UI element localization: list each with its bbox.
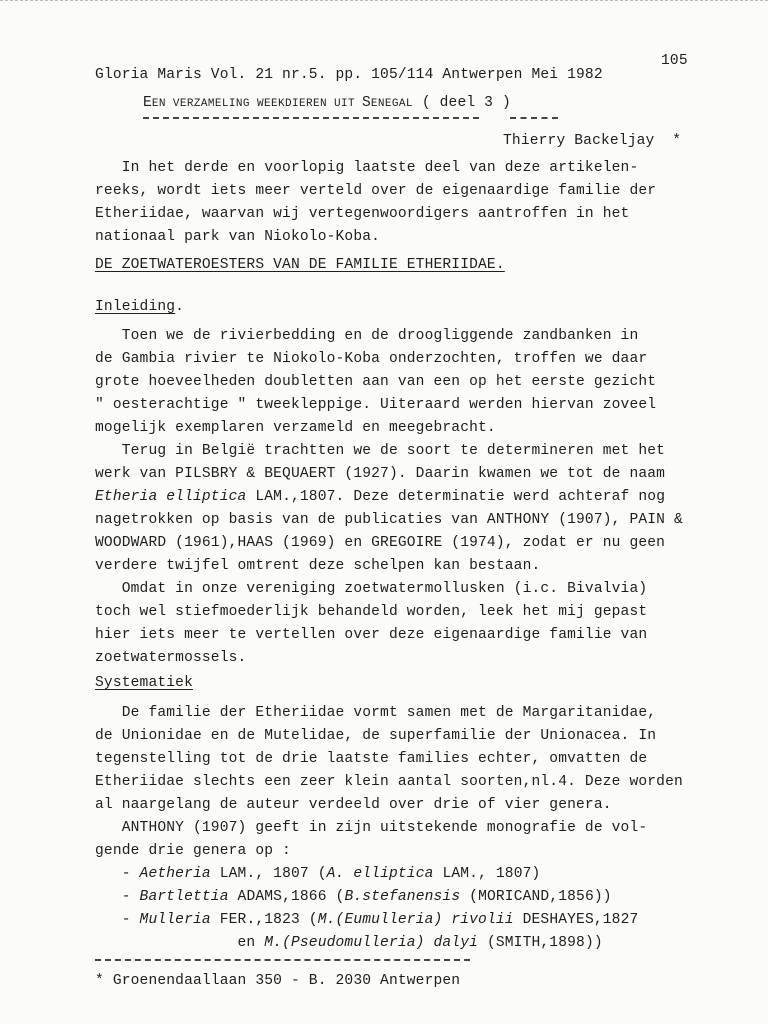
body-line-rest: LAM.,1807. Deze determinatie werd achteraf nog bbox=[246, 489, 666, 505]
systematiek-heading: Systematiek bbox=[95, 675, 193, 691]
title-underline-2 bbox=[510, 117, 558, 119]
species-author: (SMITH,1898)) bbox=[478, 935, 603, 951]
body-line: De familie der Etheriidae vormt samen met de Margaritanidae, bbox=[95, 705, 657, 721]
body-line: tegenstelling tot de drie laatste families echter, omvatten de bbox=[95, 751, 648, 767]
body-line: WOODWARD (1961),HAAS (1969) en GREGOIRE (1974), zodat er nu geen bbox=[95, 535, 666, 551]
genus-author: ADAMS,1866 ( bbox=[228, 889, 345, 905]
intro-line: In het derde en voorlopig laatste deel van deze artikelen- bbox=[95, 160, 639, 176]
title-cap-1: E bbox=[143, 95, 152, 111]
body-line: verdere twijfel omtrent deze schelpen kan bestaan. bbox=[95, 558, 541, 574]
species-name: B.stefanensis bbox=[344, 889, 461, 905]
body-line: nagetrokken op basis van de publicaties van ANTHONY (1907), PAIN & bbox=[95, 512, 683, 528]
genus-list-item bbox=[95, 888, 612, 906]
article-title bbox=[143, 94, 511, 113]
author-name: Thierry Backeljay * bbox=[503, 133, 682, 149]
species-author: (MORICAND,1856)) bbox=[460, 889, 612, 905]
title-cap-2: S bbox=[361, 95, 371, 111]
title-smallcaps-2: ENEGAL bbox=[370, 98, 413, 110]
genus-author: LAM., 1807 ( bbox=[210, 866, 327, 882]
species-author: DESHAYES,1827 bbox=[513, 912, 639, 928]
body-line: Toen we de rivierbedding en de droogliggende zandbanken in bbox=[95, 328, 639, 344]
inleiding-heading bbox=[95, 298, 184, 316]
footnote-rule bbox=[95, 959, 470, 961]
body-line: Omdat in onze vereniging zoetwatermollusken (i.c. Bivalvia) bbox=[95, 581, 648, 597]
body-line: mogelijk exemplaren verzameld en meegebracht. bbox=[95, 420, 496, 436]
inleiding-heading-dot: . bbox=[175, 299, 185, 315]
body-line: zoetwatermossels. bbox=[95, 650, 247, 666]
body-line: ANTHONY (1907) geeft in zijn uitstekende monografie de vol- bbox=[95, 820, 648, 836]
body-line: de Unionidae en de Mutelidae, de superfamilie der Unionacea. In bbox=[95, 728, 657, 744]
genus-author: FER.,1823 ( bbox=[210, 912, 318, 928]
species-name: Etheria elliptica bbox=[95, 489, 247, 505]
title-underline-1 bbox=[143, 117, 479, 119]
genus-list-continuation bbox=[95, 934, 603, 952]
footnote: * Groenendaallaan 350 - B. 2030 Antwerpen bbox=[95, 973, 461, 989]
intro-line: reeks, wordt iets meer verteld over de eigenaardige familie der bbox=[95, 183, 657, 199]
body-line: al naargelang de auteur verdeeld over drie of vier genera. bbox=[95, 797, 612, 813]
genus-bullet: - bbox=[95, 889, 140, 905]
species-name: M.(Pseudomulleria) dalyi bbox=[264, 935, 479, 951]
genus-name: Mulleria bbox=[139, 912, 211, 928]
body-line bbox=[95, 488, 665, 506]
body-line: hier iets meer te vertellen over deze eigenaardige familie van bbox=[95, 627, 648, 643]
journal-line: Gloria Maris Vol. 21 nr.5. pp. 105/114 Antwerpen Mei 1982 bbox=[95, 67, 603, 83]
genus-list-item bbox=[95, 911, 638, 929]
body-line: Terug in België trachtten we de soort te determineren met het bbox=[95, 443, 666, 459]
species-name: M.(Eumulleria) rivolii bbox=[317, 912, 514, 928]
species-name: A. elliptica bbox=[326, 866, 434, 882]
species-author: LAM., 1807) bbox=[433, 866, 541, 882]
genus-bullet: - bbox=[95, 912, 140, 928]
body-line: toch wel stiefmoederlijk behandeld worden, leek het mij gepast bbox=[95, 604, 648, 620]
continuation-lead: en bbox=[95, 935, 265, 951]
intro-line: nationaal park van Niokolo-Koba. bbox=[95, 229, 381, 245]
inleiding-heading-text: Inleiding bbox=[95, 299, 176, 315]
genus-bullet: - bbox=[95, 866, 140, 882]
scan-edge bbox=[0, 0, 768, 4]
body-line: de Gambia rivier te Niokolo-Koba onderzochten, troffen we daar bbox=[95, 351, 648, 367]
genus-name: Bartlettia bbox=[139, 889, 229, 905]
intro-line: Etheriidae, waarvan wij vertegenwoordigers aantroffen in het bbox=[95, 206, 630, 222]
section-heading: DE ZOETWATEROESTERS VAN DE FAMILIE ETHERIIDAE. bbox=[95, 257, 505, 273]
genus-list-item bbox=[95, 865, 540, 883]
title-smallcaps-1: EN VERZAMELING WEEKDIEREN UIT bbox=[151, 98, 362, 110]
title-part-number: ( deel 3 ) bbox=[412, 95, 511, 111]
body-line: grote hoeveelheden doubletten aan van een op het eerste gezicht bbox=[95, 374, 657, 390]
genus-name: Aetheria bbox=[139, 866, 211, 882]
body-line: werk van PILSBRY & BEQUAERT (1927). Daarin kwamen we tot de naam bbox=[95, 466, 666, 482]
body-line: gende drie genera op : bbox=[95, 843, 291, 859]
body-line: " oesterachtige " tweekleppige. Uiteraard werden hiervan zoveel bbox=[95, 397, 657, 413]
body-line: Etheriidae slechts een zeer klein aantal soorten,nl.4. Deze worden bbox=[95, 774, 683, 790]
page-number: 105 bbox=[661, 53, 688, 69]
